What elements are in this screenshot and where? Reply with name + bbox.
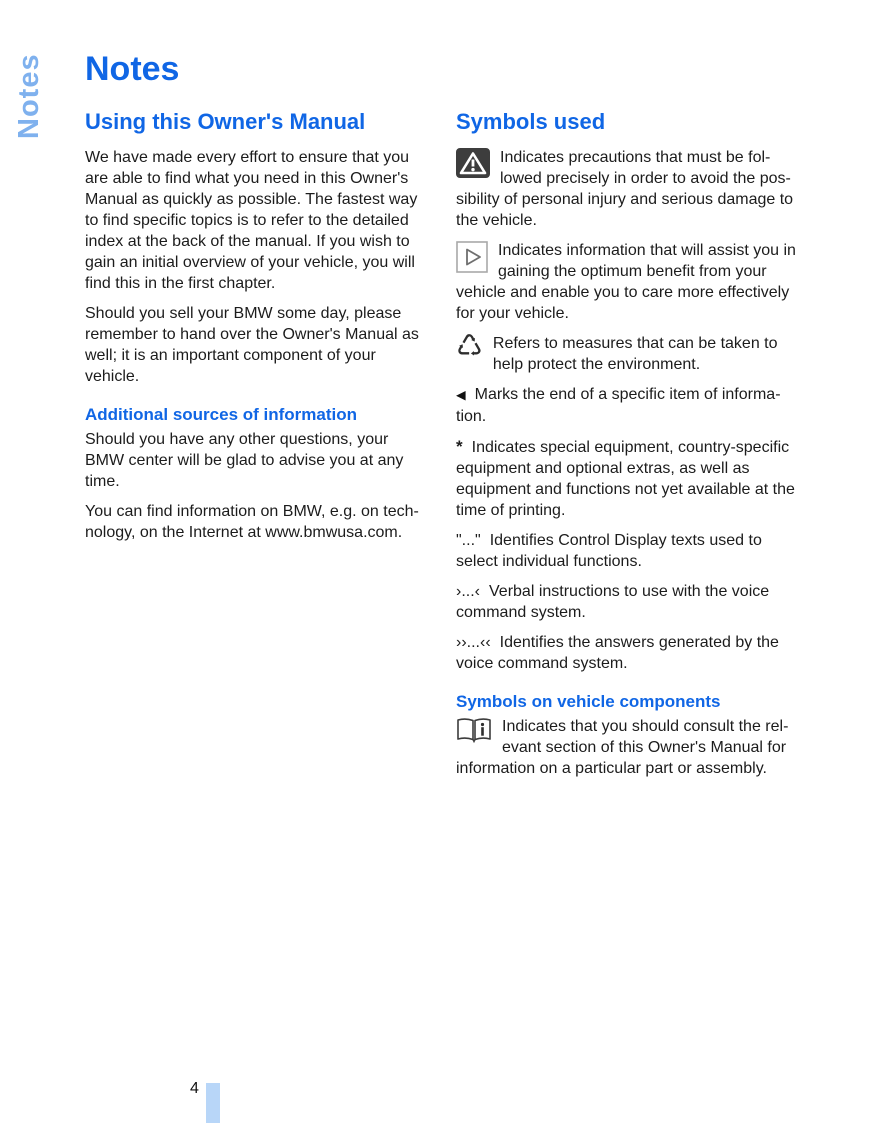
page-title: Notes [85,49,180,88]
paragraph: We have made every effort to ensure that you are able to find what you need in this Owner's Manual as quickly as possible. The fastest way to find specific topics is to refer to the detailed index at the back of the manual. If you wish to gain an initial overview of your vehicle, you will find this in the first chapter. [85,149,418,292]
symbol-item-information [456,240,803,324]
symbol-item-environment [456,329,803,375]
marker-item-text: Verbal instructions to use with the voice command system. [456,583,770,621]
marker-item-text: Indicates special equipment, country-specific equipment and optional extras, as well as equipment and functions not yet available at the time of printing. [456,439,795,519]
section-heading-using-manual: Using this Owner's Manual [85,109,366,134]
right-column [456,108,803,788]
symbol-item-text: Indicates information that will assist you in gaining the optimum benefit from your vehicle and enable you to care more effectively for your vehicle. [456,242,796,322]
left-column [85,108,429,552]
marker-item-text: Marks the end of a specific item of information. [456,386,781,425]
marker-item-voice-instruction [456,581,803,623]
marker-item-quotes [456,530,803,572]
symbol-item-text: Indicates that you should consult the relevant section of this Owner's Manual for information on a particular part or assembly. [456,718,789,777]
paragraph: Should you have any other questions, your BMW center will be glad to advise you at any time. [85,431,404,490]
marker-item-voice-answer [456,632,803,674]
warning-triangle-icon [456,148,490,178]
marker-item-asterisk [456,436,803,521]
quotes-symbol: "..." [456,532,481,549]
single-angle-quotes-symbol: ›...‹ [456,583,480,600]
end-of-item-icon: ◀ [456,388,466,402]
recycle-icon: ♺ [456,329,483,364]
subsection-heading-vehicle-components: Symbols on vehicle components [456,692,721,711]
marker-item-end [456,384,803,427]
section-heading-symbols-used: Symbols used [456,109,606,134]
subsection-heading-additional-sources: Additional sources of information [85,405,358,424]
footer-accent-bar [206,1083,220,1123]
symbol-item-text: Refers to measures that can be taken to help protect the environment. [492,335,778,373]
double-angle-quotes-symbol: ››...‹‹ [456,634,491,651]
paragraph: You can find information on BMW, e.g. on technology, on the Internet at www.bmwusa.com. [85,503,419,541]
marker-item-text: Identifies Control Display texts used to select individual functions. [456,532,762,570]
marker-item-text: Identifies the answers generated by the voice command system. [456,634,779,672]
play-arrow-icon [456,241,488,273]
paragraph: Should you sell your BMW some day, please remember to hand over the Owner's Manual as well; it is an important component of your vehicle. [85,305,419,385]
asterisk-icon: * [456,437,463,456]
symbol-item-consult-manual [456,716,803,779]
page-number: 4 [190,1080,199,1097]
symbol-item-warning [456,147,803,231]
symbol-item-text: Indicates precautions that must be followed precisely in order to avoid the possibility of personal injury and serious damage to the vehicle. [456,149,794,229]
chapter-sidebar-label: Notes [13,53,45,139]
open-book-icon [456,717,492,744]
